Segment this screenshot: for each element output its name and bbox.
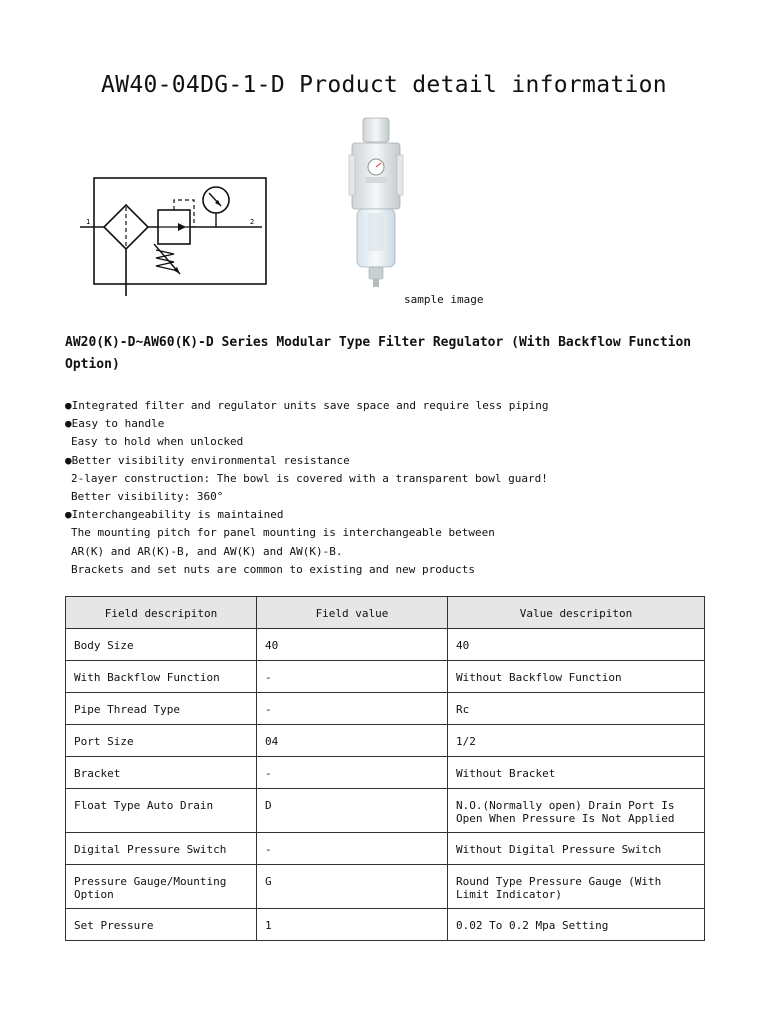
table-header-row <box>66 597 705 629</box>
description-cell: Without Bracket <box>448 757 705 789</box>
header-value-description: Value descripiton <box>448 597 705 629</box>
feature-item: Better visibility: 360° <box>71 489 224 503</box>
table-row <box>66 693 705 725</box>
table-row <box>66 661 705 693</box>
header-field-value: Field value <box>257 597 448 629</box>
description-cell: N.O.(Normally open) Drain Port Is Open When Pressure Is Not Applied <box>448 789 705 833</box>
feature-list <box>65 397 705 579</box>
value-cell: - <box>257 661 448 693</box>
port-in-label: 1 <box>86 218 91 226</box>
table-row <box>66 629 705 661</box>
value-cell: - <box>257 693 448 725</box>
table-row <box>66 725 705 757</box>
value-cell: G <box>257 865 448 909</box>
field-cell: Bracket <box>66 757 257 789</box>
page-title: AW40-04DG-1-D Product detail information <box>101 72 667 98</box>
feature-item: Brackets and set nuts are common to existing and new products <box>71 562 475 576</box>
table-row <box>66 909 705 941</box>
image-caption: sample image <box>404 293 484 306</box>
description-cell: 1/2 <box>448 725 705 757</box>
description-cell: Without Backflow Function <box>448 661 705 693</box>
field-cell: Port Size <box>66 725 257 757</box>
field-cell: Float Type Auto Drain <box>66 789 257 833</box>
port-out-label: 2 <box>250 218 255 226</box>
filter-regulator-symbol <box>74 170 274 300</box>
field-cell: Body Size <box>66 629 257 661</box>
description-cell: Rc <box>448 693 705 725</box>
description-cell: 0.02 To 0.2 Mpa Setting <box>448 909 705 941</box>
product-sample-image <box>335 115 415 290</box>
feature-item: ●Better visibility environmental resistance <box>65 453 350 467</box>
table-row <box>66 757 705 789</box>
feature-item: ●Integrated filter and regulator units save space and require less piping <box>65 399 549 412</box>
field-cell: Set Pressure <box>66 909 257 941</box>
value-cell: - <box>257 833 448 865</box>
value-cell: 04 <box>257 725 448 757</box>
feature-item: 2-layer construction: The bowl is covered with a transparent bowl guard! <box>71 471 548 485</box>
value-cell: D <box>257 789 448 833</box>
table-row <box>66 865 705 909</box>
value-cell: - <box>257 757 448 789</box>
value-cell: 1 <box>257 909 448 941</box>
series-heading: AW20(K)-D~AW60(K)-D Series Modular Type Filter Regulator (With Backflow Function Option) <box>65 335 692 372</box>
feature-item: The mounting pitch for panel mounting is interchangeable between <box>71 526 495 540</box>
table-row <box>66 789 705 833</box>
description-cell: Round Type Pressure Gauge (With Limit Indicator) <box>448 865 705 909</box>
description-cell: Without Digital Pressure Switch <box>448 833 705 865</box>
header-field-description: Field descripiton <box>66 597 257 629</box>
field-cell: Pipe Thread Type <box>66 693 257 725</box>
table-row <box>66 833 705 865</box>
product-spec-table <box>65 596 705 941</box>
feature-item: AR(K) and AR(K)-B, and AW(K) and AW(K)-B. <box>71 544 343 558</box>
feature-item: ●Easy to handle <box>65 417 165 431</box>
feature-item: Easy to hold when unlocked <box>71 435 244 449</box>
value-cell: 40 <box>257 629 448 661</box>
feature-item: ●Interchangeability is maintained <box>65 508 284 522</box>
description-cell: 40 <box>448 629 705 661</box>
field-cell: Digital Pressure Switch <box>66 833 257 865</box>
field-cell: Pressure Gauge/Mounting Option <box>66 865 257 909</box>
field-cell: With Backflow Function <box>66 661 257 693</box>
